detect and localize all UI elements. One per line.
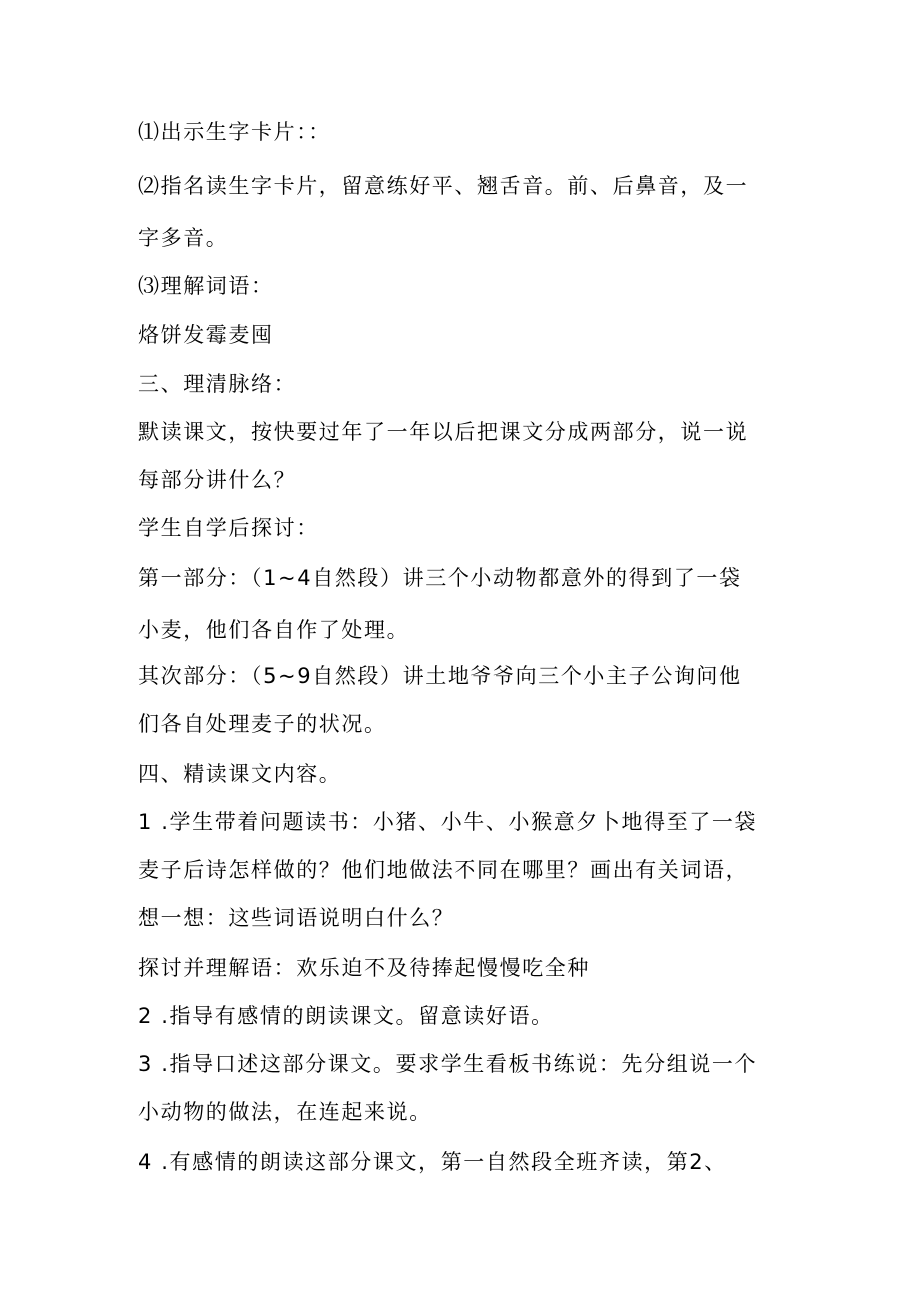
section-heading: 三、理清脉络： [138, 372, 297, 396]
text-line: 默读课文，按快要过年了一年以后把课文分成两部分，说一说 [138, 420, 749, 444]
text-line: ⑵指名读生字卡片，留意练好平、翘舌音。前、后鼻音，及一 [138, 174, 749, 198]
section-heading: 四、精读课文内容。 [138, 762, 342, 786]
text-line: 字多音。 [138, 226, 229, 250]
text-line: 想一想：这些词语说明白什么？ [138, 906, 455, 930]
text-line: 探讨并理解语：欢乐迫不及待捧起慢慢吃全种 [138, 956, 590, 980]
text-line: 其次部分：（5~9自然段）讲土地爷爷向三个小主子公询问他 [138, 664, 742, 688]
text-line: 烙饼发霉麦囤 [138, 323, 274, 347]
text-line: 麦子后诗怎样做的？他们地做法不同在哪里？画出有关词语， [138, 858, 749, 882]
text-line: ⑴出示生字卡片：： [138, 120, 331, 144]
text-line: 学生自学后探讨： [138, 516, 319, 540]
text-line: 3 .指导口述这部分课文。要求学生看板书练说：先分组说一个 [138, 1052, 758, 1076]
text-line: 2 .指导有感情的朗读课文。留意读好语。 [138, 1004, 554, 1028]
text-line: 4 .有感情的朗读这部分课文，第一自然段全班齐读，第2、 [138, 1150, 727, 1174]
text-line: ⑶理解词语： [138, 274, 274, 298]
text-line: 1 .学生带着问题读书：小猪、小牛、小猴意夕卜地得至了一袋 [138, 810, 758, 834]
text-line: 们各自处理麦子的状况。 [138, 712, 387, 736]
text-line: 小动物的做法，在连起来说。 [138, 1100, 432, 1124]
text-line: 小麦，他们各自作了处理。 [138, 618, 410, 642]
text-line: 第一部分：（1~4自然段）讲三个小动物都意外的得到了一袋 [138, 566, 742, 590]
text-line: 每部分讲什么？ [138, 468, 297, 492]
